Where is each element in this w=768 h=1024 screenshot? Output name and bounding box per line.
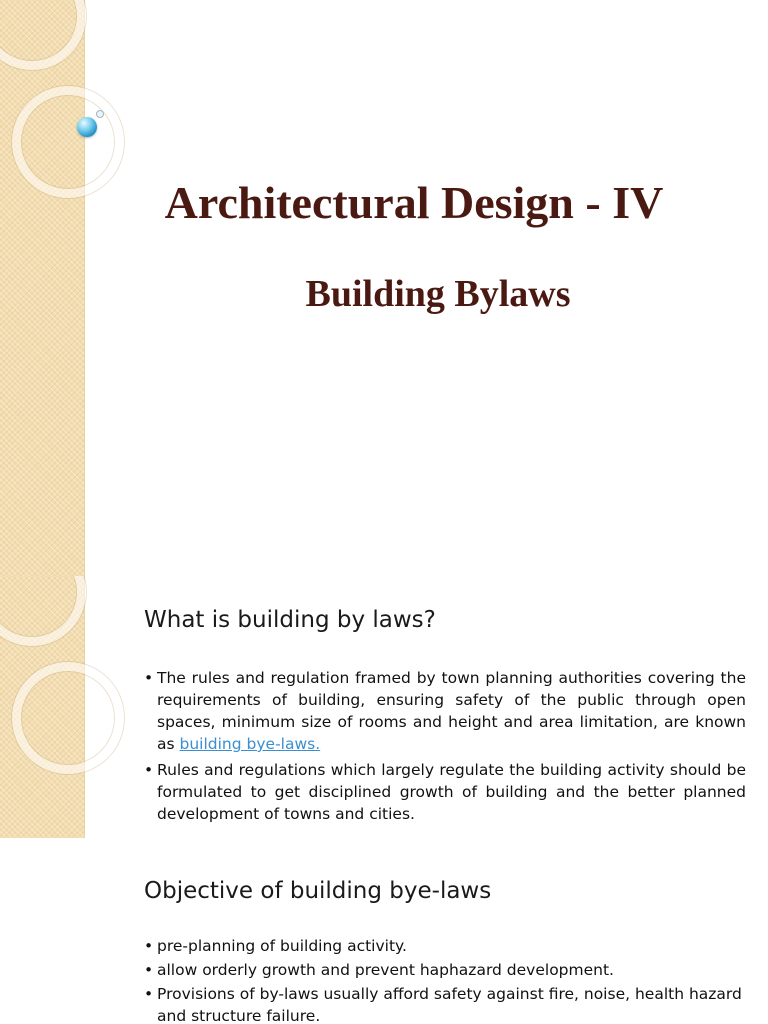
list-item: • Provisions of by-laws usually afford safety against fire, noise, health hazard and structure failure. [144,983,746,1024]
list-item: • Rules and regulations which largely regulate the building activity should be formulated to get disciplined growth of building and the better planned development of towns and cities. [144,759,746,825]
objectives-bullet-list [144,935,746,1024]
slide-main-title: Architectural Design - IV [164,177,664,228]
list-item: • pre-planning of building activity. [144,935,746,957]
bye-laws-link[interactable]: building bye-laws. [179,735,321,753]
section-heading-objectives: Objective of building bye-laws [144,878,492,904]
small-orb-icon [96,110,104,118]
decorative-ring [0,0,86,70]
decorative-side-band [0,576,85,838]
list-item [144,667,746,755]
slide-content [0,576,768,1024]
decorative-ring [12,662,124,774]
blue-orb-icon [77,117,97,137]
section-heading-definition: What is building by laws? [144,607,436,633]
list-item: • allow orderly growth and prevent haphazard development. [144,959,746,981]
decorative-side-band [0,0,85,576]
decorative-ring [0,576,86,646]
slide-subtitle: Building Bylaws [305,273,571,315]
bullet-text: The rules and regulation framed by town planning authorities covering the requirements of building, ensuring safety of the public through open spaces, minimum size of rooms and height and area limitation, are known as [157,669,746,753]
definition-bullet-list [144,667,746,829]
